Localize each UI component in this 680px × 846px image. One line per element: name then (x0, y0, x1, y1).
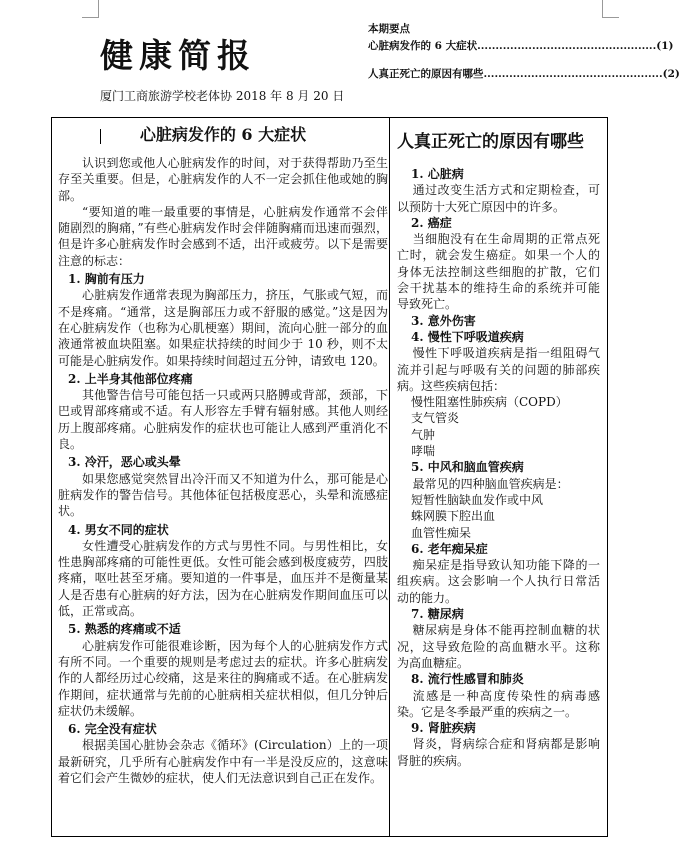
sidebar-list-item: 气肿 (411, 427, 436, 442)
sidebar-list-item: 慢性阻塞性肺疾病（COPD） (411, 395, 568, 410)
section-body: 如果您感觉突然冒出冷汗而又不知道为什么，那可能是心脏病发作的警告信号。其他体征包括极度恶心，头晕和流感症状。 (58, 471, 388, 519)
newsletter-title: 健康简报 (100, 36, 256, 75)
sidebar-section-heading: 3. 意外伤害 (411, 313, 476, 328)
section-body: 根据美国心脏协会杂志《循环》(Circulation）上的一项最新研究，几乎所有心脏病发作中有一半是没反应的，这意味着它们会产生微妙的症状，使人们无法意识到自己正在发作。 (58, 738, 388, 785)
sidebar-section-body: 糖尿病是身体不能再控制血糖的状况，这导致危险的高血糖水平。这称为高血糖症。 (397, 623, 600, 670)
sidebar-sections (397, 166, 600, 769)
sidebar-title: 人真正死亡的原因有哪些 (397, 132, 584, 152)
article-paragraph: “要知道的唯一最重要的事情是，心脏病发作通常不会伴随剧烈的胸痛，”有些心脏病发作时会伴随胸痛而迅速而强烈，但是许多心脏病发作时会感到不适，出汗或疲劳。以下是需要注意的标志： (58, 204, 388, 268)
sidebar-section-heading: 6. 老年痴呆症 (411, 541, 488, 556)
section-body: 其他警告信号可能包括一只或两只胳膊或背部，颈部，下巴或胃部疼痛或不适。有人形容左手臂有辐射感。其他人则经历上腹部疼痛。心脏病发作的症状也可能让人感到严重消化不良。 (58, 388, 388, 452)
sidebar-section-heading: 5. 中风和脑血管疾病 (411, 460, 524, 475)
corner-mark (98, 0, 99, 18)
sidebar-section-body: 慢性下呼吸道疾病是指一组阻碍气流并引起与呼吸有关的问题的肺部疾病。这些疾病包括： (397, 346, 600, 393)
corner-mark (602, 0, 603, 18)
sidebar-section-body: 通过改变生活方式和定期检查，可以预防十大死亡原因中的许多。 (397, 183, 600, 214)
section-heading: 2. 上半身其他部位疼痛 (68, 371, 193, 386)
column-divider (389, 117, 390, 836)
sidebar-section-body: 肾炎，肾病综合症和肾病都是影响肾脏的疾病。 (397, 737, 600, 768)
sidebar-section-body: 流感是一种高度传染性的病毒感染。它是冬季最严重的疾病之一。 (397, 688, 600, 719)
sidebar-list-item: 蛛网膜下腔出血 (411, 509, 496, 524)
article-title: 心脏病发作的 6 大症状 (139, 125, 307, 144)
sidebar-section-heading: 7. 糖尿病 (411, 607, 464, 622)
section-body: 心脏病发作可能很难诊断，因为每个人的心脏病发作方式有所不同。一个重要的规则是考虑过去的症状。许多心脏病发作的人都经历过心绞痛，这是来往的胸痛或不适。在心脏病发作期间，症状通常与先前的心脏病相关症状相似，但几分钟后症状仍未缓解。 (58, 638, 388, 718)
sidebar-section-heading: 1. 心脏病 (411, 167, 464, 181)
sidebar-section-body: 当细胞没有在生命周期的正常点死亡时，就会发生癌症。如果一个人的身体无法控制这些细胞的扩散，它们会干扰基本的维持生命的系统并可能导致死亡。 (397, 232, 600, 312)
toc-leader: ................................................. (477, 40, 657, 52)
toc-item[interactable] (368, 67, 680, 82)
sidebar-section-heading: 4. 慢性下呼吸道疾病 (411, 329, 524, 344)
sidebar-section-heading: 9. 肾脏疾病 (411, 721, 476, 736)
toc-item-page: (1) (656, 40, 674, 52)
sidebar-section-body: 最常见的四种脑血管疾病是： (412, 476, 569, 491)
section-heading: 5. 熟悉的疼痛或不适 (68, 622, 181, 637)
section-heading: 4. 男女不同的症状 (68, 522, 169, 537)
toc-item-page: (2) (662, 68, 680, 80)
section-body: 女性遭受心脏病发作的方式与男性不同。与男性相比，女性患胸部疼痛的可能性更低。女性可能会感到极度疲劳，四肢疼痛，呕吐甚至牙痛。要知道的一件事是，血压并不是衡量某人是否患有心脏病的好方法，因为在心脏病发作期间血压可以低，正常或高。 (58, 538, 388, 619)
newsletter-subtitle: 厦门工商旅游学校老体协 2018 年 8 月 20 日 (100, 89, 345, 103)
sidebar-list-item: 血管性痴呆 (411, 525, 472, 540)
corner-mark (603, 17, 619, 18)
sidebar-section-heading: 8. 流行性感冒和肺炎 (411, 672, 524, 687)
toc-leader: ................................................. (483, 68, 663, 80)
text-cursor (100, 129, 101, 144)
section-heading: 1. 胸前有压力 (68, 272, 145, 287)
section-heading: 3. 冷汗，恶心或头晕 (68, 455, 181, 470)
sidebar-section-heading: 2. 癌症 (411, 215, 452, 230)
corner-mark (82, 17, 98, 18)
section-heading: 6. 完全没有症状 (68, 722, 157, 737)
sidebar-list-item: 支气管炎 (411, 411, 460, 426)
toc-item-label: 心脏病发作的 6 大症状 (368, 40, 478, 52)
sidebar-section-body: 痴呆症是指导致认知功能下降的一组疾病。这会影响一个人执行日常活动的能力。 (397, 558, 600, 605)
toc-item-label: 人真正死亡的原因有哪些 (368, 68, 484, 80)
article-paragraph: 认识到您或他人心脏病发作的时间，对于获得帮助乃至生存至关重要。但是，心脏病发作的人不一定会抓住他或她的胸部。 (58, 156, 388, 203)
table-of-contents (368, 22, 680, 82)
left-column (58, 125, 388, 786)
sidebar-list-item: 哮喘 (411, 444, 436, 459)
toc-heading: 本期要点 (368, 23, 410, 35)
sidebar-list-item: 短暂性脑缺血发作或中风 (411, 492, 544, 507)
right-column (397, 128, 600, 769)
toc-item[interactable] (368, 39, 674, 54)
section-body: 心脏病发作通常表现为胸部压力，挤压，气胀或气短，而不是疼痛。“通常，这是胸部压力或不舒服的感觉。”这是因为在心脏病发作（也称为心肌梗塞）期间，流向心脏一部分的血液通常被血块阻塞。如果症状持续的时间少于 10 秒，则不太可能是心脏病发作。如果持续时间超过五分钟，请致电 120。 (58, 288, 388, 368)
